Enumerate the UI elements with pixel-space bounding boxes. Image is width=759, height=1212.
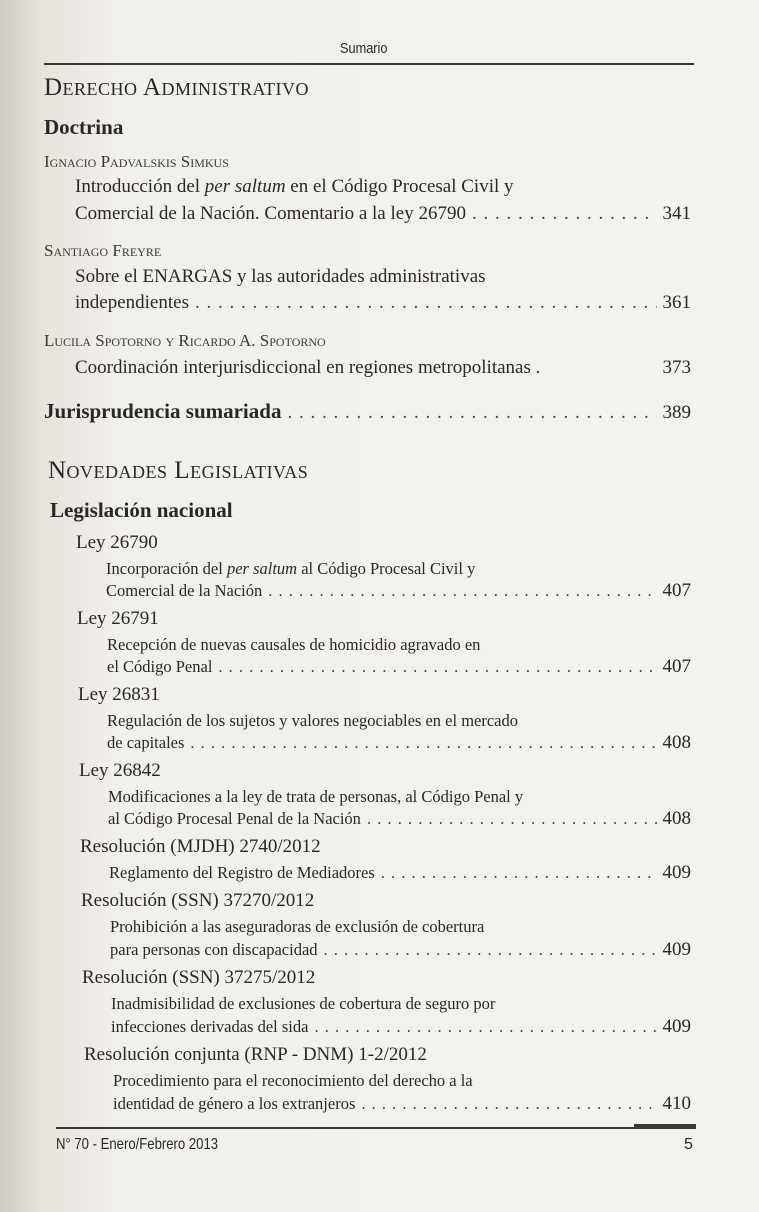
page-number: 341 xyxy=(662,203,691,224)
legislation-desc-line: Recepción de nuevas causales de homicidio agravado en xyxy=(107,635,481,654)
header-rule xyxy=(44,63,694,65)
section-heading: Novedades Legislativas xyxy=(48,457,309,484)
legislation-title: Resolución conjunta (RNP - DNM) 1-2/2012 xyxy=(84,1044,427,1065)
legislation-desc-line: al Código Procesal Penal de la Nación xyxy=(108,809,361,828)
toc-entry[interactable] xyxy=(110,939,691,961)
toc-entry[interactable] xyxy=(75,357,691,379)
legislation-desc-line: Comercial de la Nación xyxy=(106,581,263,600)
legislation-desc-line: de capitales xyxy=(107,733,185,752)
author-name: Lucila Spotorno y Ricardo A. Spotorno xyxy=(44,331,326,350)
subsection-heading: Legislación nacional xyxy=(50,498,233,522)
leader-dots xyxy=(195,292,657,314)
legislation-title: Resolución (SSN) 37275/2012 xyxy=(82,967,316,988)
footer-rule xyxy=(56,1127,696,1129)
page-number: 409 xyxy=(662,862,691,883)
toc-entry[interactable] xyxy=(111,1016,691,1038)
legislation-desc-line: Regulación de los sujetos y valores negociables en el mercado xyxy=(107,711,518,730)
entry-title-line: Introducción del per saltum en el Código Procesal Civil y xyxy=(75,176,514,197)
leader-dots xyxy=(268,581,656,601)
page-number: 389 xyxy=(662,402,691,423)
leader-dots xyxy=(367,809,657,829)
running-title: Sumario xyxy=(340,40,388,57)
leader-dots xyxy=(381,863,657,883)
leader-dots xyxy=(324,940,657,960)
leader-dots xyxy=(472,203,657,225)
page-number: 409 xyxy=(662,1016,691,1037)
entry-title-line: independientes xyxy=(75,292,189,313)
footer-rule-accent xyxy=(634,1124,696,1127)
legislation-desc-line: Modificaciones a la ley de trata de personas, al Código Penal y xyxy=(108,787,524,806)
legislation-title: Ley 26842 xyxy=(79,760,161,781)
page-number: 373 xyxy=(662,357,691,378)
issue-label: N° 70 - Enero/Febrero 2013 xyxy=(56,1136,219,1153)
leader-dots xyxy=(361,1094,656,1114)
toc-entry[interactable] xyxy=(113,1093,691,1115)
toc-entry[interactable] xyxy=(108,808,691,830)
entry-title-line: Coordinación interjurisdiccional en regiones metropolitanas . xyxy=(75,357,541,378)
legislation-desc-line: Procedimiento para el reconocimiento del derecho a la xyxy=(113,1071,473,1090)
entry-title-line: Comercial de la Nación. Comentario a la ley 26790 xyxy=(75,203,466,224)
legislation-desc-line: Reglamento del Registro de Mediadores xyxy=(109,863,375,882)
toc-entry-juris[interactable] xyxy=(44,399,691,424)
leader-dots xyxy=(190,733,656,753)
legislation-title: Ley 26791 xyxy=(77,608,159,629)
legislation-title: Resolución (MJDH) 2740/2012 xyxy=(80,836,321,857)
legislation-desc-line: el Código Penal xyxy=(107,657,213,676)
legislation-title: Ley 26831 xyxy=(78,684,160,705)
page-number: 407 xyxy=(662,656,691,677)
page-number: 410 xyxy=(662,1093,691,1114)
author-name: Ignacio Padvalskis Simkus xyxy=(44,152,229,171)
toc-entry[interactable] xyxy=(106,580,691,602)
page-number: 409 xyxy=(662,939,691,960)
section-heading: Derecho Administrativo xyxy=(44,74,309,101)
leader-dots xyxy=(218,657,656,677)
author-name: Santiago Freyre xyxy=(44,241,162,260)
subsection-heading: Doctrina xyxy=(44,115,124,139)
leader-dots xyxy=(287,402,656,424)
legislation-desc-line: para personas con discapacidad xyxy=(110,940,318,959)
toc-entry[interactable] xyxy=(75,203,691,225)
legislation-desc-line: Inadmisibilidad de exclusiones de cobertura de seguro por xyxy=(111,994,496,1013)
toc-entry[interactable] xyxy=(107,732,691,754)
legislation-desc-line: identidad de género a los extranjeros xyxy=(113,1094,356,1113)
legislation-desc-line: infecciones derivadas del sida xyxy=(111,1017,309,1036)
footer-page-number: 5 xyxy=(684,1136,693,1153)
page-number: 408 xyxy=(662,808,691,829)
toc-entry[interactable] xyxy=(109,862,691,884)
legislation-title: Resolución (SSN) 37270/2012 xyxy=(81,890,315,911)
legislation-desc-line: Prohibición a las aseguradoras de exclusión de cobertura xyxy=(110,917,485,936)
page-number: 408 xyxy=(662,732,691,753)
entry-title-line: Sobre el ENARGAS y las autoridades administrativas xyxy=(75,266,486,287)
page-number: 407 xyxy=(662,580,691,601)
legislation-title: Ley 26790 xyxy=(76,532,158,553)
legislation-desc-line: Incorporación del per saltum al Código Procesal Civil y xyxy=(106,559,476,578)
subsection-heading: Jurisprudencia sumariada xyxy=(44,399,282,423)
toc-entry[interactable] xyxy=(75,292,691,314)
toc-entry[interactable] xyxy=(107,656,691,678)
leader-dots xyxy=(314,1017,656,1037)
page-number: 361 xyxy=(662,292,691,313)
